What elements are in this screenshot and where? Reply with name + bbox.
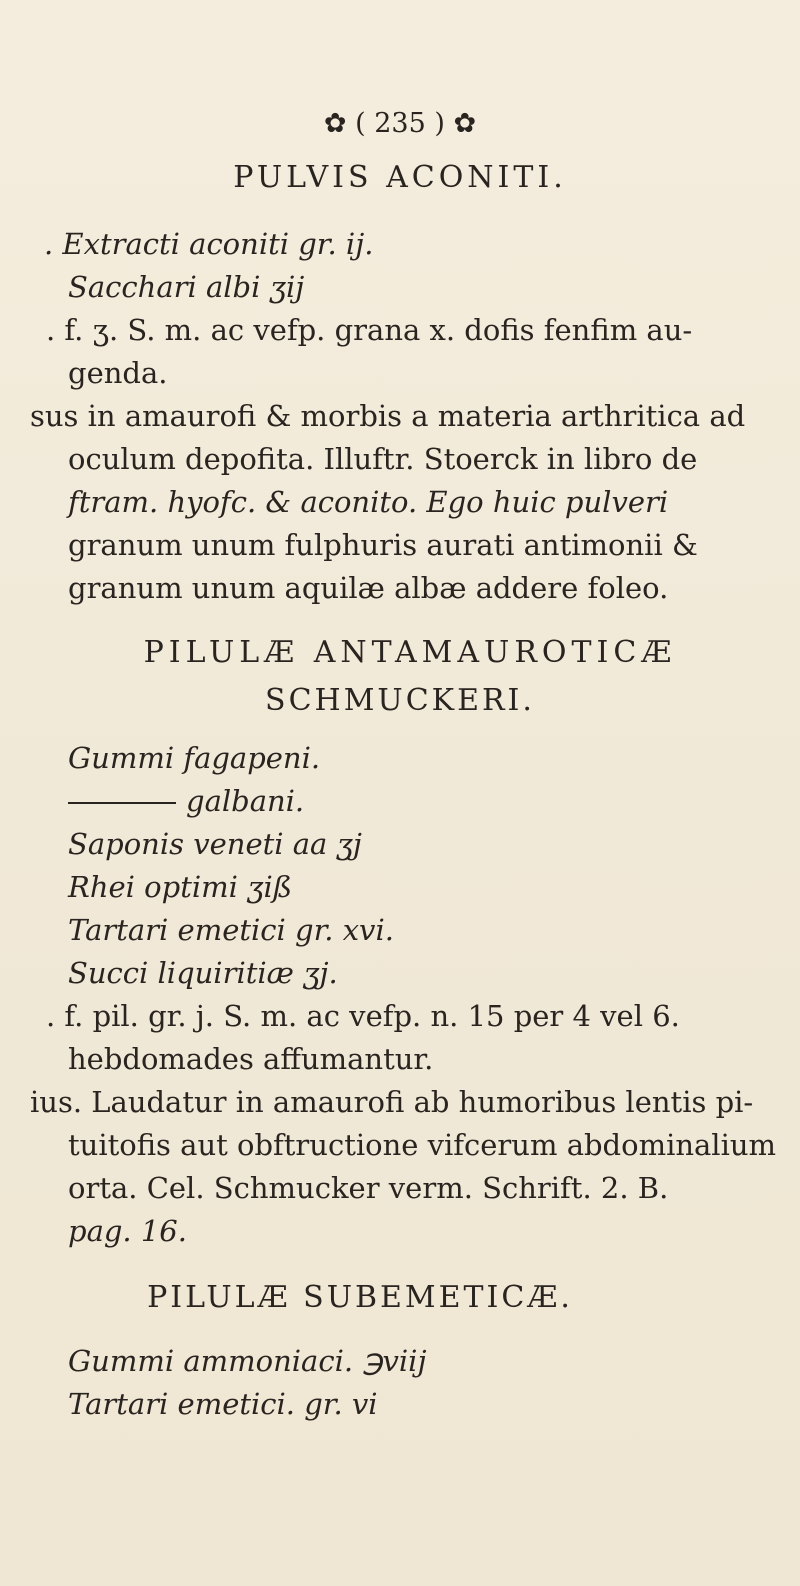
text-line: genda. bbox=[68, 356, 168, 390]
text-line: Saponis veneti aa ʒj bbox=[68, 827, 362, 861]
running-head: ✿ ( 235 ) ✿ bbox=[323, 108, 477, 139]
ditto-text: galbani. bbox=[186, 784, 305, 818]
text-line: granum unum fulphuris aurati antimonii & bbox=[68, 528, 698, 562]
text-line: pag. 16. bbox=[68, 1214, 187, 1248]
text-line: . f. ʒ. S. m. ac vefp. grana x. dofis fenfim au- bbox=[46, 313, 693, 347]
text-line: granum unum aquilæ albæ addere foleo. bbox=[68, 571, 669, 605]
text-line: . Extracti aconiti gr. ij. bbox=[44, 227, 374, 261]
ditto-dash bbox=[68, 802, 176, 804]
text-line: ftram. hyofc. & aconito. Ego huic pulveri bbox=[68, 485, 669, 519]
section-subtitle-schmuckeri: SCHMUCKERI. bbox=[265, 683, 535, 718]
text-line: Rhei optimi ʒiß bbox=[68, 870, 293, 904]
text-line: oculum depofita. Illuftr. Stoerck in libro de bbox=[68, 442, 698, 476]
section-title-pulvis-aconiti: PULVIS ACONITI. bbox=[233, 160, 567, 195]
text-line: tuitofis aut obftructione vifcerum abdominalium bbox=[68, 1128, 777, 1162]
text-line: Sacchari albi ʒij bbox=[68, 270, 305, 304]
section-title-pilulae-antamauroticae: PILULÆ ANTAMAUROTICÆ bbox=[143, 635, 677, 670]
text-line: orta. Cel. Schmucker verm. Schrift. 2. B. bbox=[68, 1171, 669, 1205]
text-line: Gummi ammoniaci. ℈viij bbox=[68, 1344, 427, 1378]
text-line: hebdomades affumantur. bbox=[68, 1042, 434, 1076]
section-title-pilulae-subemeticae: PILULÆ SUBEMETICÆ. bbox=[147, 1280, 573, 1315]
text-line: Gummi fagapeni. bbox=[68, 741, 321, 775]
text-line: ius. Laudatur in amaurofi ab humoribus lentis pi- bbox=[30, 1085, 754, 1119]
text-line: . f. pil. gr. j. S. m. ac vefp. n. 15 per 4 vel 6. bbox=[46, 999, 680, 1033]
text-line: Succi liquiritiæ ʒj. bbox=[68, 956, 338, 990]
text-line: Tartari emetici gr. xvi. bbox=[68, 913, 394, 947]
text-line-ditto bbox=[68, 783, 304, 819]
text-line: sus in amaurofi & morbis a materia arthritica ad bbox=[30, 399, 746, 433]
text-line: Tartari emetici. gr. vi bbox=[68, 1387, 378, 1421]
